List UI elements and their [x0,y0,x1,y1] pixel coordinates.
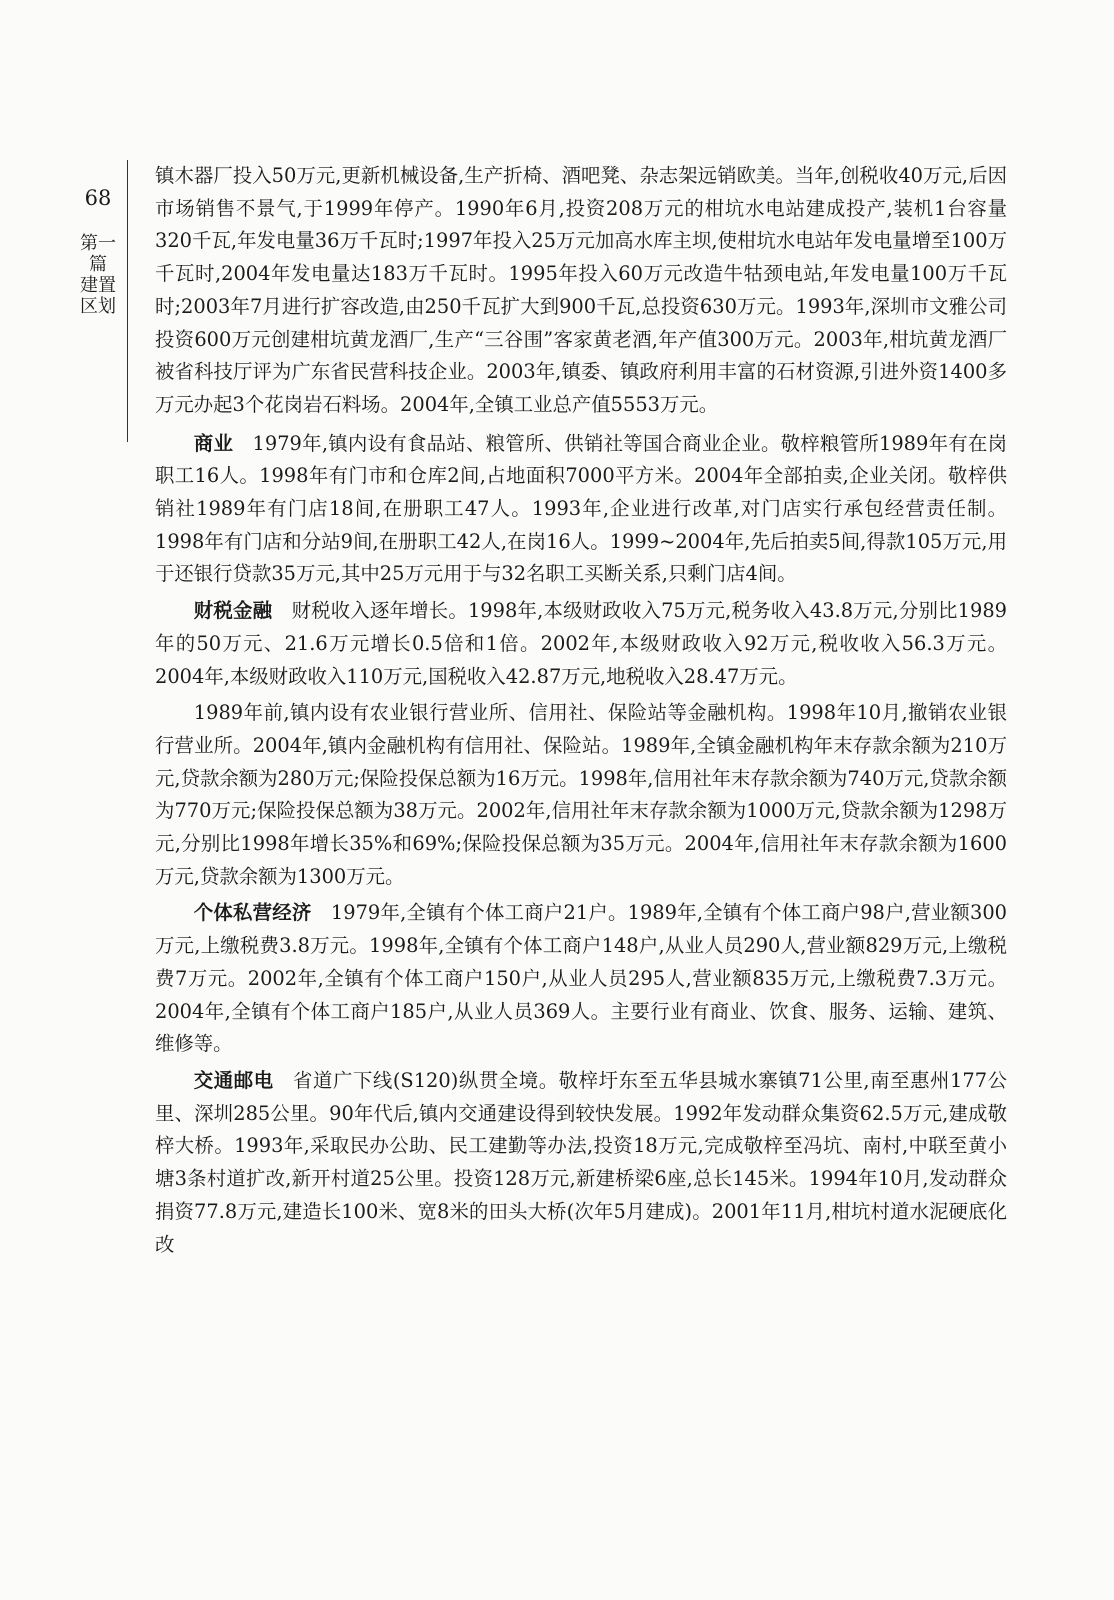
paragraph-industry-continued [155,160,1007,422]
paragraph-commerce [155,428,1007,592]
body-text [155,160,1007,1265]
paragraph-banking [155,697,1007,893]
section-heading-transport: 交通邮电 [193,1068,274,1092]
paragraph-text: 财税收入逐年增长。1998年,本级财政收入75万元,税务收入43.8万元,分别比1989年的50万元、21.6万元增长0.5倍和1倍。2002年,本级财政收入92万元,税收收入56.3万元。2004年,本级财政收入110万元,国税收入42.87万元,地税收入28.47万元。 [155,599,1007,688]
chapter-label: 第一篇 建置 区划 [80,233,116,317]
paragraph-transport [155,1065,1007,1261]
paragraph-text: 1979年,全镇有个体工商户21户。1989年,全镇有个体工商户98户,营业额300万元,上缴税费3.8万元。1998年,全镇有个体工商户148户,从业人员290人,营业额829万元,上缴税费7万元。2002年,全镇有个体工商户150户,从业人员295人,营业额835万元,上缴税费7.3万元。2004年,全镇有个体工商户185户,从业人员369人。主要行业有商业、饮食、服务、运输、建筑、维修等。 [155,901,1008,1056]
margin-divider [127,160,128,442]
section-heading-finance: 财税金融 [193,599,273,623]
paragraph-text: 省道广下线(S120)纵贯全境。敬梓圩东至五华县城水寨镇71公里,南至惠州177公里、深圳285公里。90年代后,镇内交通建设得到较快发展。1992年发动群众集资62.5万元,建成敬梓大桥。1993年,采取民办公助、民工建勤等办法,投资18万元,完成敬梓至冯坑、南村,中联至黄小塘3条村道扩改,新开村道25公里。投资128万元,新建桥梁6座,总长145米。1994年10月,发动群众捐资77.8万元,建造长100米、宽8米的田头大桥(次年5月建成)。2001年11月,柑坑村道水泥硬底化改 [155,1068,1007,1256]
section-heading-private-economy: 个体私营经济 [193,901,312,925]
paragraph-text: 1989年前,镇内设有农业银行营业所、信用社、保险站等金融机构。1998年10月,撤销农业银行营业所。2004年,镇内金融机构有信用社、保险站。1989年,全镇金融机构年末存款余额为210万元,贷款余额为280万元;保险投保总额为16万元。1998年,信用社年末存款余额为740万元,贷款余额为770万元;保险投保总额为38万元。2002年,信用社年末存款余额为1000万元,贷款余额为1298万元,分别比1998年增长35%和69%;保险投保总额为35万元。2004年,信用社年末存款余额为1600万元,贷款余额为1300万元。 [155,701,1007,888]
paragraph-text: 1979年,镇内设有食品站、粮管所、供销社等国合商业企业。敬梓粮管所1989年有在岗职工16人。1998年有门市和仓库2间,占地面积7000平方米。2004年全部拍卖,企业关闭。敬梓供销社1989年有门店18间,在册职工47人。1993年,企业进行改革,对门店实行承包经营责任制。1998年有门店和分站9间,在册职工42人,在岗16人。1999~2004年,先后拍卖5间,得款105万元,用于还银行贷款35万元,其中25万元用于与32名职工买断关系,只剩门店4间。 [155,431,1008,586]
section-heading-commerce: 商业 [193,431,234,455]
paragraph-private-economy [155,897,1007,1061]
paragraph-text: 镇木器厂投入50万元,更新机械设备,生产折椅、酒吧凳、杂志架远销欧美。当年,创税收40万元,后因市场销售不景气,于1999年停产。1990年6月,投资208万元的柑坑水电站建成投产,装机1台容量320千瓦,年发电量36万千瓦时;1997年投入25万元加高水库主坝,使柑坑水电站年发电量增至100万千瓦时,2004年发电量达183万千瓦时。1995年投入60万元改造牛牯颈电站,年发电量100万千瓦时;2003年7月进行扩容改造,由250千瓦扩大到900千瓦,总投资630万元。1993年,深圳市文雅公司投资600万元创建柑坑黄龙酒厂,生产“三谷围”客家黄老酒,年产值300万元。2003年,柑坑黄龙酒厂被省科技厅评为广东省民营科技企业。2003年,镇委、镇政府利用丰富的石材资源,引进外资1400多万元办起3个花岗岩石料场。2004年,全镇工业总产值5553万元。 [155,164,1007,416]
paragraph-finance [155,595,1007,693]
page-margin [78,185,118,317]
page-number: 68 [84,186,112,210]
